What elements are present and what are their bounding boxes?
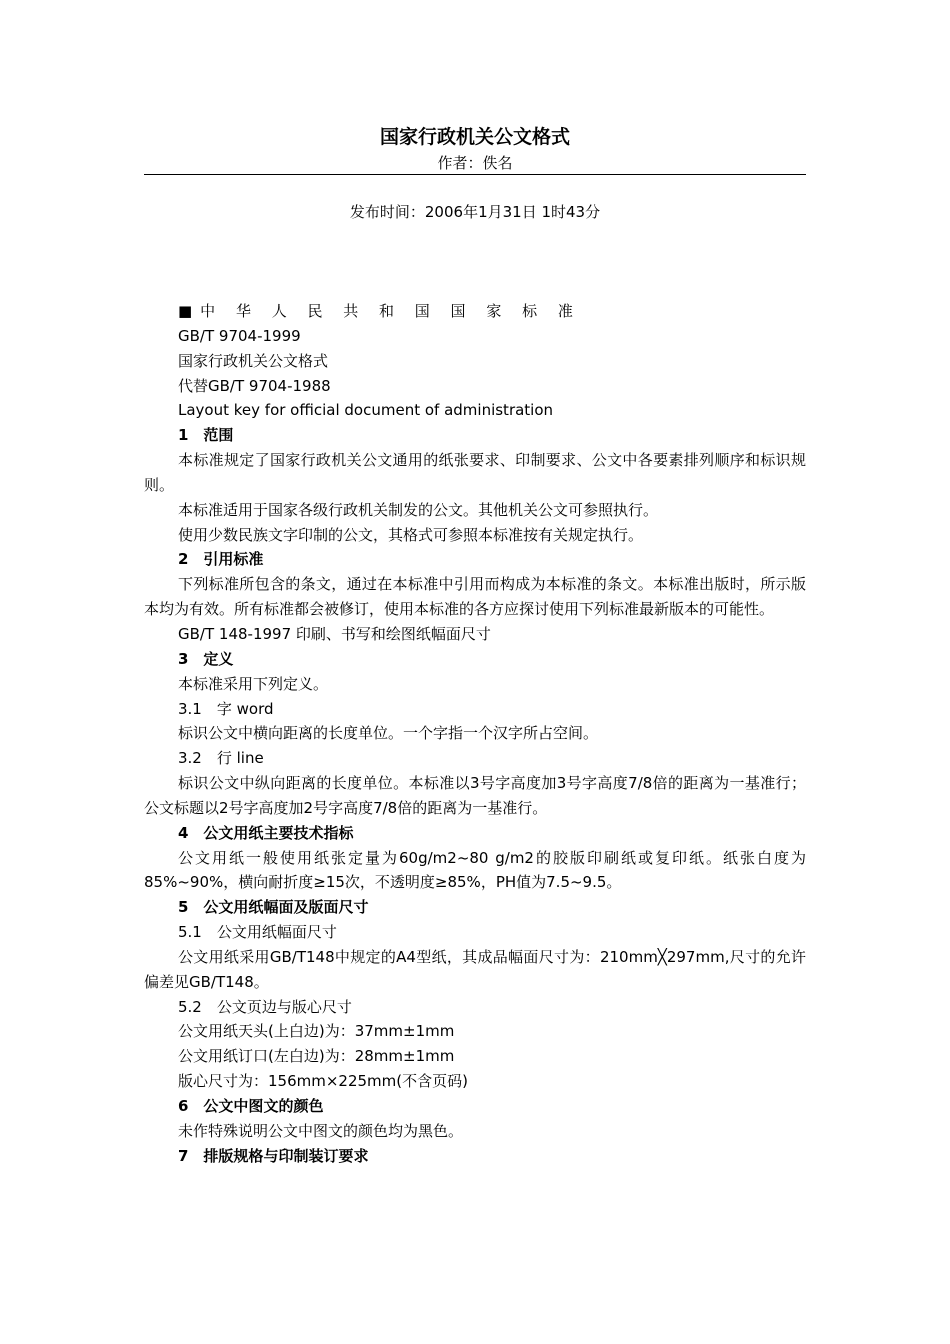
standard-code: GB/T 9704-1999 [178, 326, 301, 345]
paragraph: 公文用纸订口(左白边)为：28mm±1mm [178, 1047, 455, 1066]
standard-replaces: 代替GB/T 9704-1988 [178, 376, 331, 395]
section-heading-7: 7 排版规格与印制装订要求 [178, 1146, 369, 1165]
subsection-heading-3-1: 3.1 字 word [178, 699, 274, 718]
section-heading-1: 1 范围 [178, 426, 234, 445]
paragraph: 公文用纸天头(上白边)为：37mm±1mm [178, 1022, 455, 1041]
section-heading-5: 5 公文用纸幅面及版面尺寸 [178, 898, 369, 917]
paragraph: 公文用纸一般使用纸张定量为60g/m2~80 g/m2的胶版印刷纸或复印纸。纸张白度为85%~90%，横向耐折度≥15次，不透明度≥85%，PH值为7.5~9.5。 [144, 848, 806, 892]
section-heading-2: 2 引用标准 [178, 550, 264, 569]
author-line: 作者：佚名 [437, 154, 513, 172]
standard-name-en: Layout key for official document of administration [178, 401, 554, 420]
paragraph: 下列标准所包含的条文，通过在本标准中引用而构成为本标准的条文。本标准出版时，所示版本均为有效。所有标准都会被修订，使用本标准的各方应探讨使用下列标准最新版本的可能性。 [144, 575, 806, 619]
section-heading-4: 4 公文用纸主要技术指标 [178, 823, 354, 842]
paragraph: 未作特殊说明公文中图文的颜色均为黑色。 [178, 1121, 464, 1140]
document-title: 国家行政机关公文格式 [379, 126, 570, 148]
section-heading-3: 3 定义 [178, 649, 234, 668]
standard-line: ■中 华 人 民 共 和 国 国 家 标 准 [178, 302, 581, 320]
standard-name-cn: 国家行政机关公文格式 [178, 351, 329, 370]
section-heading-6: 6 公文中图文的颜色 [178, 1097, 324, 1115]
subsection-heading-5-2: 5.2 公文页边与版心尺寸 [178, 997, 352, 1016]
paragraph: 本标准采用下列定义。 [178, 674, 329, 693]
paragraph: 使用少数民族文字印制的公文，其格式可参照本标准按有关规定执行。 [178, 525, 644, 544]
paragraph: GB/T 148-1997 印刷、书写和绘图纸幅面尺寸 [178, 624, 491, 643]
paragraph: 公文用纸采用GB/T148中规定的A4型纸，其成品幅面尺寸为：210mm╳297mm,尺寸的允许偏差见GB/T148。 [144, 947, 806, 991]
paragraph: 标识公文中纵向距离的长度单位。本标准以3号字高度加3号字高度7/8倍的距离为一基准行；公文标题以2号字高度加2号字高度7/8倍的距离为一基准行。 [144, 774, 806, 817]
header-divider [144, 174, 806, 175]
paragraph: 本标准适用于国家各级行政机关制发的公文。其他机关公文可参照执行。 [178, 500, 659, 519]
subsection-heading-3-2: 3.2 行 line [178, 749, 264, 768]
document-body [144, 299, 806, 1169]
publish-time: 发布时间：2006年1月31日 1时43分 [349, 203, 601, 221]
paragraph: 版心尺寸为：156mm×225mm(不含页码) [178, 1072, 468, 1091]
paragraph: 标识公文中横向距离的长度单位。一个字指一个汉字所占空间。 [178, 724, 599, 743]
paragraph: 本标准规定了国家行政机关公文通用的纸张要求、印制要求、公文中各要素排列顺序和标识规则。 [144, 451, 806, 494]
subsection-heading-5-1: 5.1 公文用纸幅面尺寸 [178, 923, 337, 942]
